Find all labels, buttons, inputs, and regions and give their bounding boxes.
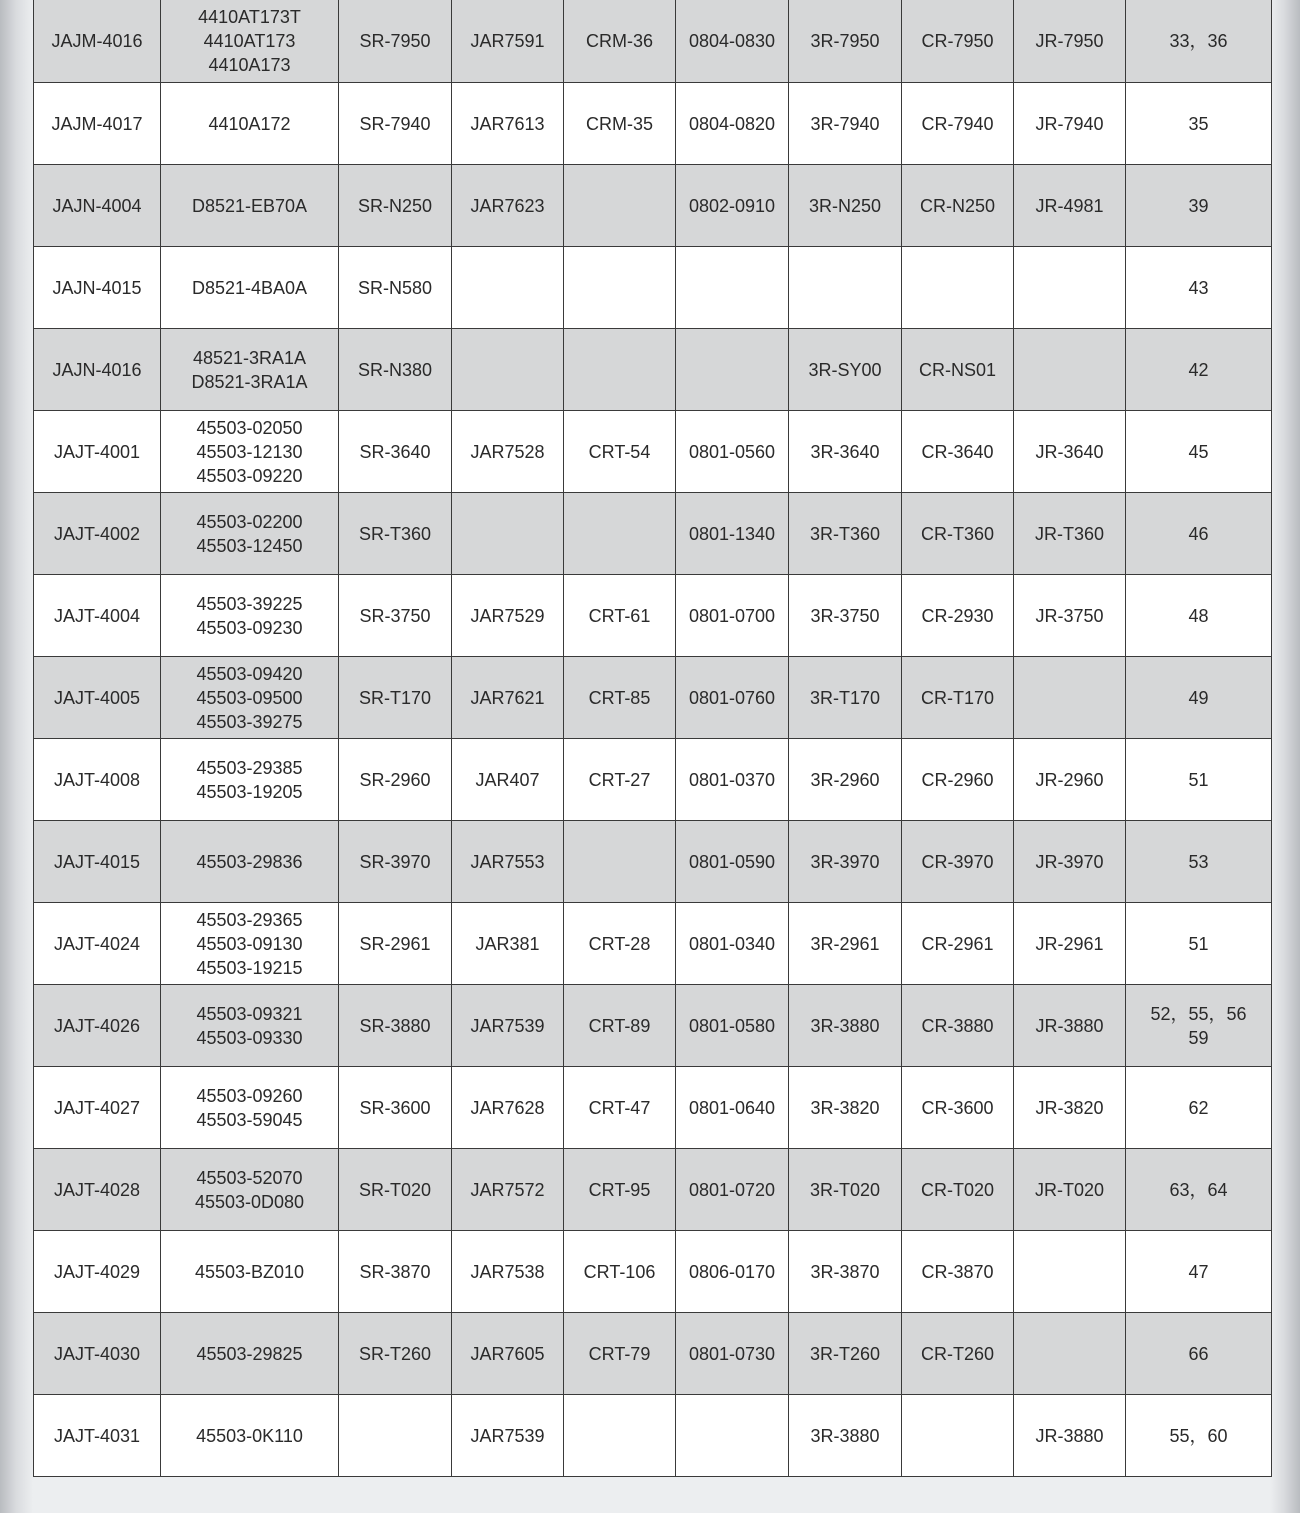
ref-cr-cell: CR-N250 xyxy=(902,165,1014,247)
table-row xyxy=(34,0,1272,83)
ref-jar-cell xyxy=(452,493,564,575)
ref-sr-cell: SR-N250 xyxy=(339,165,452,247)
page-ref-cell: 45 xyxy=(1126,411,1272,493)
ref-crt-cell: CRT-95 xyxy=(564,1149,676,1231)
ref-crt-cell: CRT-79 xyxy=(564,1313,676,1395)
ref-cr-cell: CR-2961 xyxy=(902,903,1014,985)
oem-number-cell: 45503-BZ010 xyxy=(161,1231,339,1313)
ref-3r-cell: 3R-3870 xyxy=(789,1231,902,1313)
part-number-cell: JAJN-4016 xyxy=(34,329,161,411)
oem-number-cell: 45503-09321 45503-09330 xyxy=(161,985,339,1067)
ref-3r-cell: 3R-2961 xyxy=(789,903,902,985)
ref-jr-cell xyxy=(1014,247,1126,329)
part-number-cell: JAJT-4004 xyxy=(34,575,161,657)
ref-crt-cell: CRT-61 xyxy=(564,575,676,657)
ref-code-cell: 0801-0580 xyxy=(676,985,789,1067)
ref-crt-cell: CRT-106 xyxy=(564,1231,676,1313)
ref-cr-cell: CR-T020 xyxy=(902,1149,1014,1231)
oem-number-cell: 45503-29825 xyxy=(161,1313,339,1395)
ref-jar-cell xyxy=(452,329,564,411)
ref-crt-cell xyxy=(564,165,676,247)
ref-jr-cell: JR-3640 xyxy=(1014,411,1126,493)
part-number-cell: JAJT-4001 xyxy=(34,411,161,493)
table-row xyxy=(34,411,1272,493)
ref-jar-cell: JAR7613 xyxy=(452,83,564,165)
ref-code-cell: 0801-0340 xyxy=(676,903,789,985)
ref-3r-cell: 3R-3820 xyxy=(789,1067,902,1149)
ref-3r-cell: 3R-T020 xyxy=(789,1149,902,1231)
ref-3r-cell: 3R-3750 xyxy=(789,575,902,657)
ref-jr-cell: JR-2961 xyxy=(1014,903,1126,985)
part-number-cell: JAJT-4029 xyxy=(34,1231,161,1313)
part-number-cell: JAJN-4015 xyxy=(34,247,161,329)
oem-number-cell: 45503-09420 45503-09500 45503-39275 xyxy=(161,657,339,739)
ref-jar-cell: JAR381 xyxy=(452,903,564,985)
page-ref-cell: 51 xyxy=(1126,903,1272,985)
cross-reference-table xyxy=(33,0,1272,1477)
ref-jr-cell: JR-2960 xyxy=(1014,739,1126,821)
ref-crt-cell xyxy=(564,247,676,329)
ref-code-cell xyxy=(676,329,789,411)
page-ref-cell: 48 xyxy=(1126,575,1272,657)
ref-code-cell: 0801-0640 xyxy=(676,1067,789,1149)
ref-jr-cell xyxy=(1014,329,1126,411)
ref-jr-cell: JR-3880 xyxy=(1014,1395,1126,1477)
ref-code-cell: 0806-0170 xyxy=(676,1231,789,1313)
page-ref-cell: 39 xyxy=(1126,165,1272,247)
ref-cr-cell: CR-3870 xyxy=(902,1231,1014,1313)
ref-code-cell: 0801-0730 xyxy=(676,1313,789,1395)
table-row xyxy=(34,329,1272,411)
ref-sr-cell: SR-T260 xyxy=(339,1313,452,1395)
part-number-cell: JAJT-4015 xyxy=(34,821,161,903)
ref-3r-cell: 3R-2960 xyxy=(789,739,902,821)
part-number-cell: JAJT-4026 xyxy=(34,985,161,1067)
oem-number-cell: 45503-52070 45503-0D080 xyxy=(161,1149,339,1231)
ref-cr-cell: CR-2930 xyxy=(902,575,1014,657)
ref-jar-cell: JAR7539 xyxy=(452,1395,564,1477)
ref-jr-cell: JR-3970 xyxy=(1014,821,1126,903)
oem-number-cell: 45503-29836 xyxy=(161,821,339,903)
ref-jr-cell: JR-T360 xyxy=(1014,493,1126,575)
ref-sr-cell: SR-N380 xyxy=(339,329,452,411)
ref-code-cell: 0801-0370 xyxy=(676,739,789,821)
ref-crt-cell: CRT-54 xyxy=(564,411,676,493)
ref-code-cell: 0804-0830 xyxy=(676,0,789,83)
ref-3r-cell: 3R-3880 xyxy=(789,1395,902,1477)
ref-code-cell: 0802-0910 xyxy=(676,165,789,247)
ref-crt-cell: CRT-89 xyxy=(564,985,676,1067)
ref-cr-cell: CR-3640 xyxy=(902,411,1014,493)
oem-number-cell: D8521-EB70A xyxy=(161,165,339,247)
page-ref-cell: 33，36 xyxy=(1126,0,1272,83)
ref-3r-cell: 3R-T360 xyxy=(789,493,902,575)
ref-crt-cell xyxy=(564,821,676,903)
oem-number-cell: 45503-02200 45503-12450 xyxy=(161,493,339,575)
ref-3r-cell: 3R-7940 xyxy=(789,83,902,165)
ref-cr-cell: CR-T260 xyxy=(902,1313,1014,1395)
part-number-cell: JAJT-4027 xyxy=(34,1067,161,1149)
part-number-cell: JAJT-4028 xyxy=(34,1149,161,1231)
page-ref-cell: 53 xyxy=(1126,821,1272,903)
table-row xyxy=(34,1067,1272,1149)
ref-jr-cell: JR-3820 xyxy=(1014,1067,1126,1149)
page-ref-cell: 51 xyxy=(1126,739,1272,821)
ref-crt-cell: CRT-28 xyxy=(564,903,676,985)
ref-sr-cell: SR-T360 xyxy=(339,493,452,575)
part-number-cell: JAJT-4005 xyxy=(34,657,161,739)
ref-cr-cell: CR-7950 xyxy=(902,0,1014,83)
ref-sr-cell: SR-2960 xyxy=(339,739,452,821)
ref-crt-cell xyxy=(564,1395,676,1477)
oem-number-cell: 45503-29365 45503-09130 45503-19215 xyxy=(161,903,339,985)
ref-sr-cell: SR-3600 xyxy=(339,1067,452,1149)
ref-jar-cell: JAR7528 xyxy=(452,411,564,493)
page-ref-cell: 42 xyxy=(1126,329,1272,411)
ref-crt-cell: CRM-36 xyxy=(564,0,676,83)
table-row xyxy=(34,985,1272,1067)
ref-sr-cell: SR-3880 xyxy=(339,985,452,1067)
oem-number-cell: 45503-09260 45503-59045 xyxy=(161,1067,339,1149)
oem-number-cell: 4410AT173T 4410AT173 4410A173 xyxy=(161,0,339,83)
ref-sr-cell: SR-3970 xyxy=(339,821,452,903)
ref-cr-cell xyxy=(902,1395,1014,1477)
page-ref-cell: 46 xyxy=(1126,493,1272,575)
part-number-cell: JAJT-4002 xyxy=(34,493,161,575)
oem-number-cell: 48521-3RA1A D8521-3RA1A xyxy=(161,329,339,411)
page-ref-cell: 43 xyxy=(1126,247,1272,329)
page-ref-cell: 47 xyxy=(1126,1231,1272,1313)
part-number-cell: JAJT-4008 xyxy=(34,739,161,821)
ref-cr-cell: CR-7940 xyxy=(902,83,1014,165)
ref-sr-cell: SR-3870 xyxy=(339,1231,452,1313)
ref-cr-cell xyxy=(902,247,1014,329)
ref-3r-cell: 3R-T260 xyxy=(789,1313,902,1395)
table-row xyxy=(34,1395,1272,1477)
table-row xyxy=(34,1231,1272,1313)
oem-number-cell: 45503-02050 45503-12130 45503-09220 xyxy=(161,411,339,493)
ref-code-cell: 0801-0760 xyxy=(676,657,789,739)
ref-sr-cell: SR-T170 xyxy=(339,657,452,739)
oem-number-cell: 4410A172 xyxy=(161,83,339,165)
ref-3r-cell: 3R-SY00 xyxy=(789,329,902,411)
ref-sr-cell xyxy=(339,1395,452,1477)
ref-cr-cell: CR-3600 xyxy=(902,1067,1014,1149)
table-row xyxy=(34,1149,1272,1231)
ref-cr-cell: CR-T360 xyxy=(902,493,1014,575)
oem-number-cell: 45503-0K110 xyxy=(161,1395,339,1477)
ref-jar-cell: JAR7621 xyxy=(452,657,564,739)
ref-3r-cell: 3R-7950 xyxy=(789,0,902,83)
ref-code-cell: 0801-0700 xyxy=(676,575,789,657)
ref-crt-cell xyxy=(564,329,676,411)
table-row xyxy=(34,493,1272,575)
ref-sr-cell: SR-T020 xyxy=(339,1149,452,1231)
ref-jar-cell: JAR7553 xyxy=(452,821,564,903)
ref-jar-cell: JAR7623 xyxy=(452,165,564,247)
cross-reference-table-container xyxy=(33,0,1271,1477)
page-ref-cell: 55，60 xyxy=(1126,1395,1272,1477)
ref-3r-cell: 3R-3880 xyxy=(789,985,902,1067)
ref-crt-cell: CRM-35 xyxy=(564,83,676,165)
ref-sr-cell: SR-3640 xyxy=(339,411,452,493)
ref-crt-cell: CRT-27 xyxy=(564,739,676,821)
page-ref-cell: 62 xyxy=(1126,1067,1272,1149)
table-row xyxy=(34,247,1272,329)
ref-cr-cell: CR-3970 xyxy=(902,821,1014,903)
part-number-cell: JAJT-4031 xyxy=(34,1395,161,1477)
table-row xyxy=(34,657,1272,739)
ref-crt-cell: CRT-47 xyxy=(564,1067,676,1149)
ref-jar-cell: JAR7591 xyxy=(452,0,564,83)
page-ref-cell: 63，64 xyxy=(1126,1149,1272,1231)
ref-code-cell: 0801-0560 xyxy=(676,411,789,493)
ref-jar-cell: JAR7529 xyxy=(452,575,564,657)
table-row xyxy=(34,165,1272,247)
table-row xyxy=(34,83,1272,165)
ref-3r-cell: 3R-3640 xyxy=(789,411,902,493)
table-row xyxy=(34,821,1272,903)
ref-3r-cell xyxy=(789,247,902,329)
ref-jr-cell: JR-7940 xyxy=(1014,83,1126,165)
part-number-cell: JAJN-4004 xyxy=(34,165,161,247)
page-ref-cell: 52，55，56 59 xyxy=(1126,985,1272,1067)
part-number-cell: JAJT-4024 xyxy=(34,903,161,985)
ref-sr-cell: SR-7950 xyxy=(339,0,452,83)
table-row xyxy=(34,903,1272,985)
ref-cr-cell: CR-2960 xyxy=(902,739,1014,821)
ref-jr-cell: JR-7950 xyxy=(1014,0,1126,83)
ref-crt-cell xyxy=(564,493,676,575)
oem-number-cell: 45503-29385 45503-19205 xyxy=(161,739,339,821)
ref-jr-cell: JR-T020 xyxy=(1014,1149,1126,1231)
ref-jar-cell: JAR7605 xyxy=(452,1313,564,1395)
part-number-cell: JAJT-4030 xyxy=(34,1313,161,1395)
ref-jr-cell xyxy=(1014,657,1126,739)
part-number-cell: JAJM-4016 xyxy=(34,0,161,83)
ref-3r-cell: 3R-N250 xyxy=(789,165,902,247)
ref-code-cell xyxy=(676,247,789,329)
ref-cr-cell: CR-3880 xyxy=(902,985,1014,1067)
ref-crt-cell: CRT-85 xyxy=(564,657,676,739)
ref-jar-cell: JAR7628 xyxy=(452,1067,564,1149)
page-ref-cell: 49 xyxy=(1126,657,1272,739)
ref-jr-cell xyxy=(1014,1231,1126,1313)
ref-sr-cell: SR-N580 xyxy=(339,247,452,329)
ref-code-cell: 0801-0720 xyxy=(676,1149,789,1231)
ref-jar-cell: JAR7539 xyxy=(452,985,564,1067)
ref-jar-cell: JAR7572 xyxy=(452,1149,564,1231)
ref-jr-cell xyxy=(1014,1313,1126,1395)
ref-code-cell: 0801-1340 xyxy=(676,493,789,575)
table-row xyxy=(34,575,1272,657)
ref-jar-cell: JAR407 xyxy=(452,739,564,821)
oem-number-cell: D8521-4BA0A xyxy=(161,247,339,329)
page-ref-cell: 66 xyxy=(1126,1313,1272,1395)
ref-jr-cell: JR-4981 xyxy=(1014,165,1126,247)
part-number-cell: JAJM-4017 xyxy=(34,83,161,165)
page-ref-cell: 35 xyxy=(1126,83,1272,165)
ref-code-cell: 0804-0820 xyxy=(676,83,789,165)
ref-code-cell xyxy=(676,1395,789,1477)
table-row xyxy=(34,1313,1272,1395)
ref-jr-cell: JR-3750 xyxy=(1014,575,1126,657)
ref-code-cell: 0801-0590 xyxy=(676,821,789,903)
ref-jr-cell: JR-3880 xyxy=(1014,985,1126,1067)
ref-3r-cell: 3R-T170 xyxy=(789,657,902,739)
ref-sr-cell: SR-3750 xyxy=(339,575,452,657)
table-row xyxy=(34,739,1272,821)
ref-sr-cell: SR-2961 xyxy=(339,903,452,985)
table-body xyxy=(34,0,1272,1477)
oem-number-cell: 45503-39225 45503-09230 xyxy=(161,575,339,657)
ref-jar-cell: JAR7538 xyxy=(452,1231,564,1313)
ref-cr-cell: CR-T170 xyxy=(902,657,1014,739)
ref-cr-cell: CR-NS01 xyxy=(902,329,1014,411)
ref-3r-cell: 3R-3970 xyxy=(789,821,902,903)
ref-jar-cell xyxy=(452,247,564,329)
ref-sr-cell: SR-7940 xyxy=(339,83,452,165)
